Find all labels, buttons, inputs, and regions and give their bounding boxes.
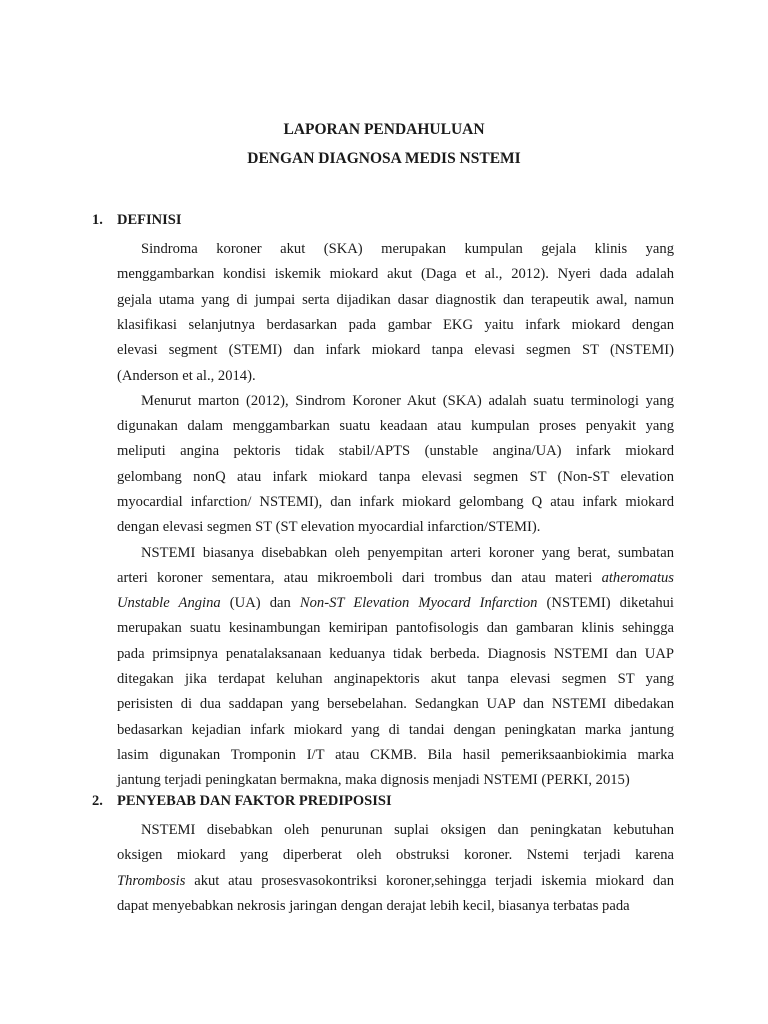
text-run: ditegakan jika terdapat keluhan anginapektoris akut tanpa elevasi segmen ST yang (117, 671, 674, 687)
text-run: Menurut marton (2012), Sindrom Koroner Akut (SKA) adalah suatu terminologi yang (141, 393, 674, 409)
paragraph-line (117, 770, 674, 790)
paragraph-line (117, 315, 674, 335)
paragraph-line (117, 669, 674, 689)
paragraph-line (117, 720, 674, 740)
text-run: myocardial infarction/ NSTEMI), dan infark miokard gelombang Q atau infark miokard (117, 494, 674, 510)
paragraph-line (117, 416, 674, 436)
text-run: Sindroma koroner akut (SKA) merupakan kumpulan gejala klinis yang (141, 241, 674, 257)
paragraph-line (117, 593, 674, 613)
section-heading (92, 793, 392, 810)
text-run: dengan elevasi segmen ST (ST elevation myocardial infarction/STEMI). (117, 519, 541, 535)
paragraph-line (117, 517, 674, 537)
paragraph-line (117, 644, 674, 664)
paragraph-line (141, 239, 674, 259)
text-run: gejala utama yang di jumpai serta dijadikan dasar diagnostik dan terapeutik awal, namun (117, 292, 674, 308)
italic-text: Non-ST Elevation Myocard Infarction (299, 595, 538, 611)
text-run: (Anderson et al., 2014). (117, 368, 256, 384)
text-run: akut atau prosesvasokontriksi koroner,sehingga terjadi iskemia miokard dan (185, 873, 674, 889)
section-number: 1. (92, 212, 103, 228)
section-heading-text: PENYEBAB DAN FAKTOR PREDIPOSISI (117, 793, 392, 809)
italic-text: atheromatus (601, 570, 674, 586)
document-subtitle: DENGAN DIAGNOSA MEDIS NSTEMI (247, 150, 521, 167)
text-run: NSTEMI biasanya disebabkan oleh penyempitan arteri koroner yang berat, sumbatan (141, 545, 674, 561)
text-run: gelombang nonQ atau infark miokard tanpa elevasi segmen ST (Non-ST elevation (117, 469, 674, 485)
section-heading (92, 212, 181, 229)
text-run: dapat menyebabkan nekrosis jaringan dengan derajat lebih kecil, biasanya terbatas pada (117, 898, 630, 914)
paragraph-line (117, 264, 674, 284)
text-run: menggambarkan kondisi iskemik miokard akut (Daga et al., 2012). Nyeri dada adalah (117, 266, 674, 282)
paragraph-line (117, 290, 674, 310)
paragraph-line (141, 820, 674, 840)
text-run: lasim digunakan Tromponin I/T atau CKMB. Bila hasil pemeriksaanbiokimia marka (117, 747, 674, 763)
document-title: LAPORAN PENDAHULUAN (283, 121, 485, 138)
paragraph-line (117, 568, 674, 588)
italic-text: Thrombosis (117, 873, 186, 889)
paragraph-line (117, 618, 674, 638)
paragraph-line (117, 745, 674, 765)
paragraph-line (117, 694, 674, 714)
paragraph-line (141, 391, 674, 411)
text-run: meliputi angina pektoris tidak stabil/APTS (unstable angina/UA) infark miokard (117, 443, 674, 459)
text-run: merupakan suatu kesinambungan kemiripan pantofisologis dan gambaran klinis sehingga (117, 620, 674, 636)
italic-text: Unstable Angina (117, 595, 221, 611)
text-run: jantung terjadi peningkatan bermakna, maka dignosis menjadi NSTEMI (PERKI, 2015) (117, 772, 630, 788)
text-run: oksigen miokard yang diperberat oleh obstruksi koroner. Nstemi terjadi karena (117, 847, 674, 863)
text-run: bedasarkan kejadian infark miokard yang di tandai dengan peningkatan marka jantung (117, 722, 674, 738)
text-run: klasifikasi selanjutnya berdasarkan pada gambar EKG yaitu infark miokard dengan (117, 317, 674, 333)
paragraph-line (117, 340, 674, 360)
paragraph-line (117, 896, 674, 916)
paragraph-line (117, 467, 674, 487)
text-run: perisisten di dua saddapan yang bersebelahan. Sedangkan UAP dan NSTEMI dibedakan (117, 696, 674, 712)
section-number: 2. (92, 793, 103, 809)
text-run: (NSTEMI) diketahui (537, 595, 674, 611)
paragraph-line (117, 871, 674, 891)
paragraph-line (117, 366, 674, 386)
text-run: (UA) dan (220, 595, 300, 611)
paragraph-line (117, 845, 674, 865)
text-run: elevasi segment (STEMI) dan infark miokard tanpa elevasi segmen ST (NSTEMI) (117, 342, 674, 358)
text-run: digunakan dalam menggambarkan suatu keadaan atau kumpulan proses penyakit yang (117, 418, 674, 434)
paragraph-line (141, 543, 674, 563)
text-run: arteri koroner sementara, atau mikroemboli dari trombus dan atau materi (117, 570, 602, 586)
section-heading-text: DEFINISI (117, 212, 182, 228)
paragraph-line (117, 492, 674, 512)
text-run: NSTEMI disebabkan oleh penurunan suplai oksigen dan peningkatan kebutuhan (141, 822, 674, 838)
text-run: pada primsipnya penatalaksanaan keduanya tidak berbeda. Diagnosis NSTEMI dan UAP (117, 646, 674, 662)
paragraph-line (117, 441, 674, 461)
